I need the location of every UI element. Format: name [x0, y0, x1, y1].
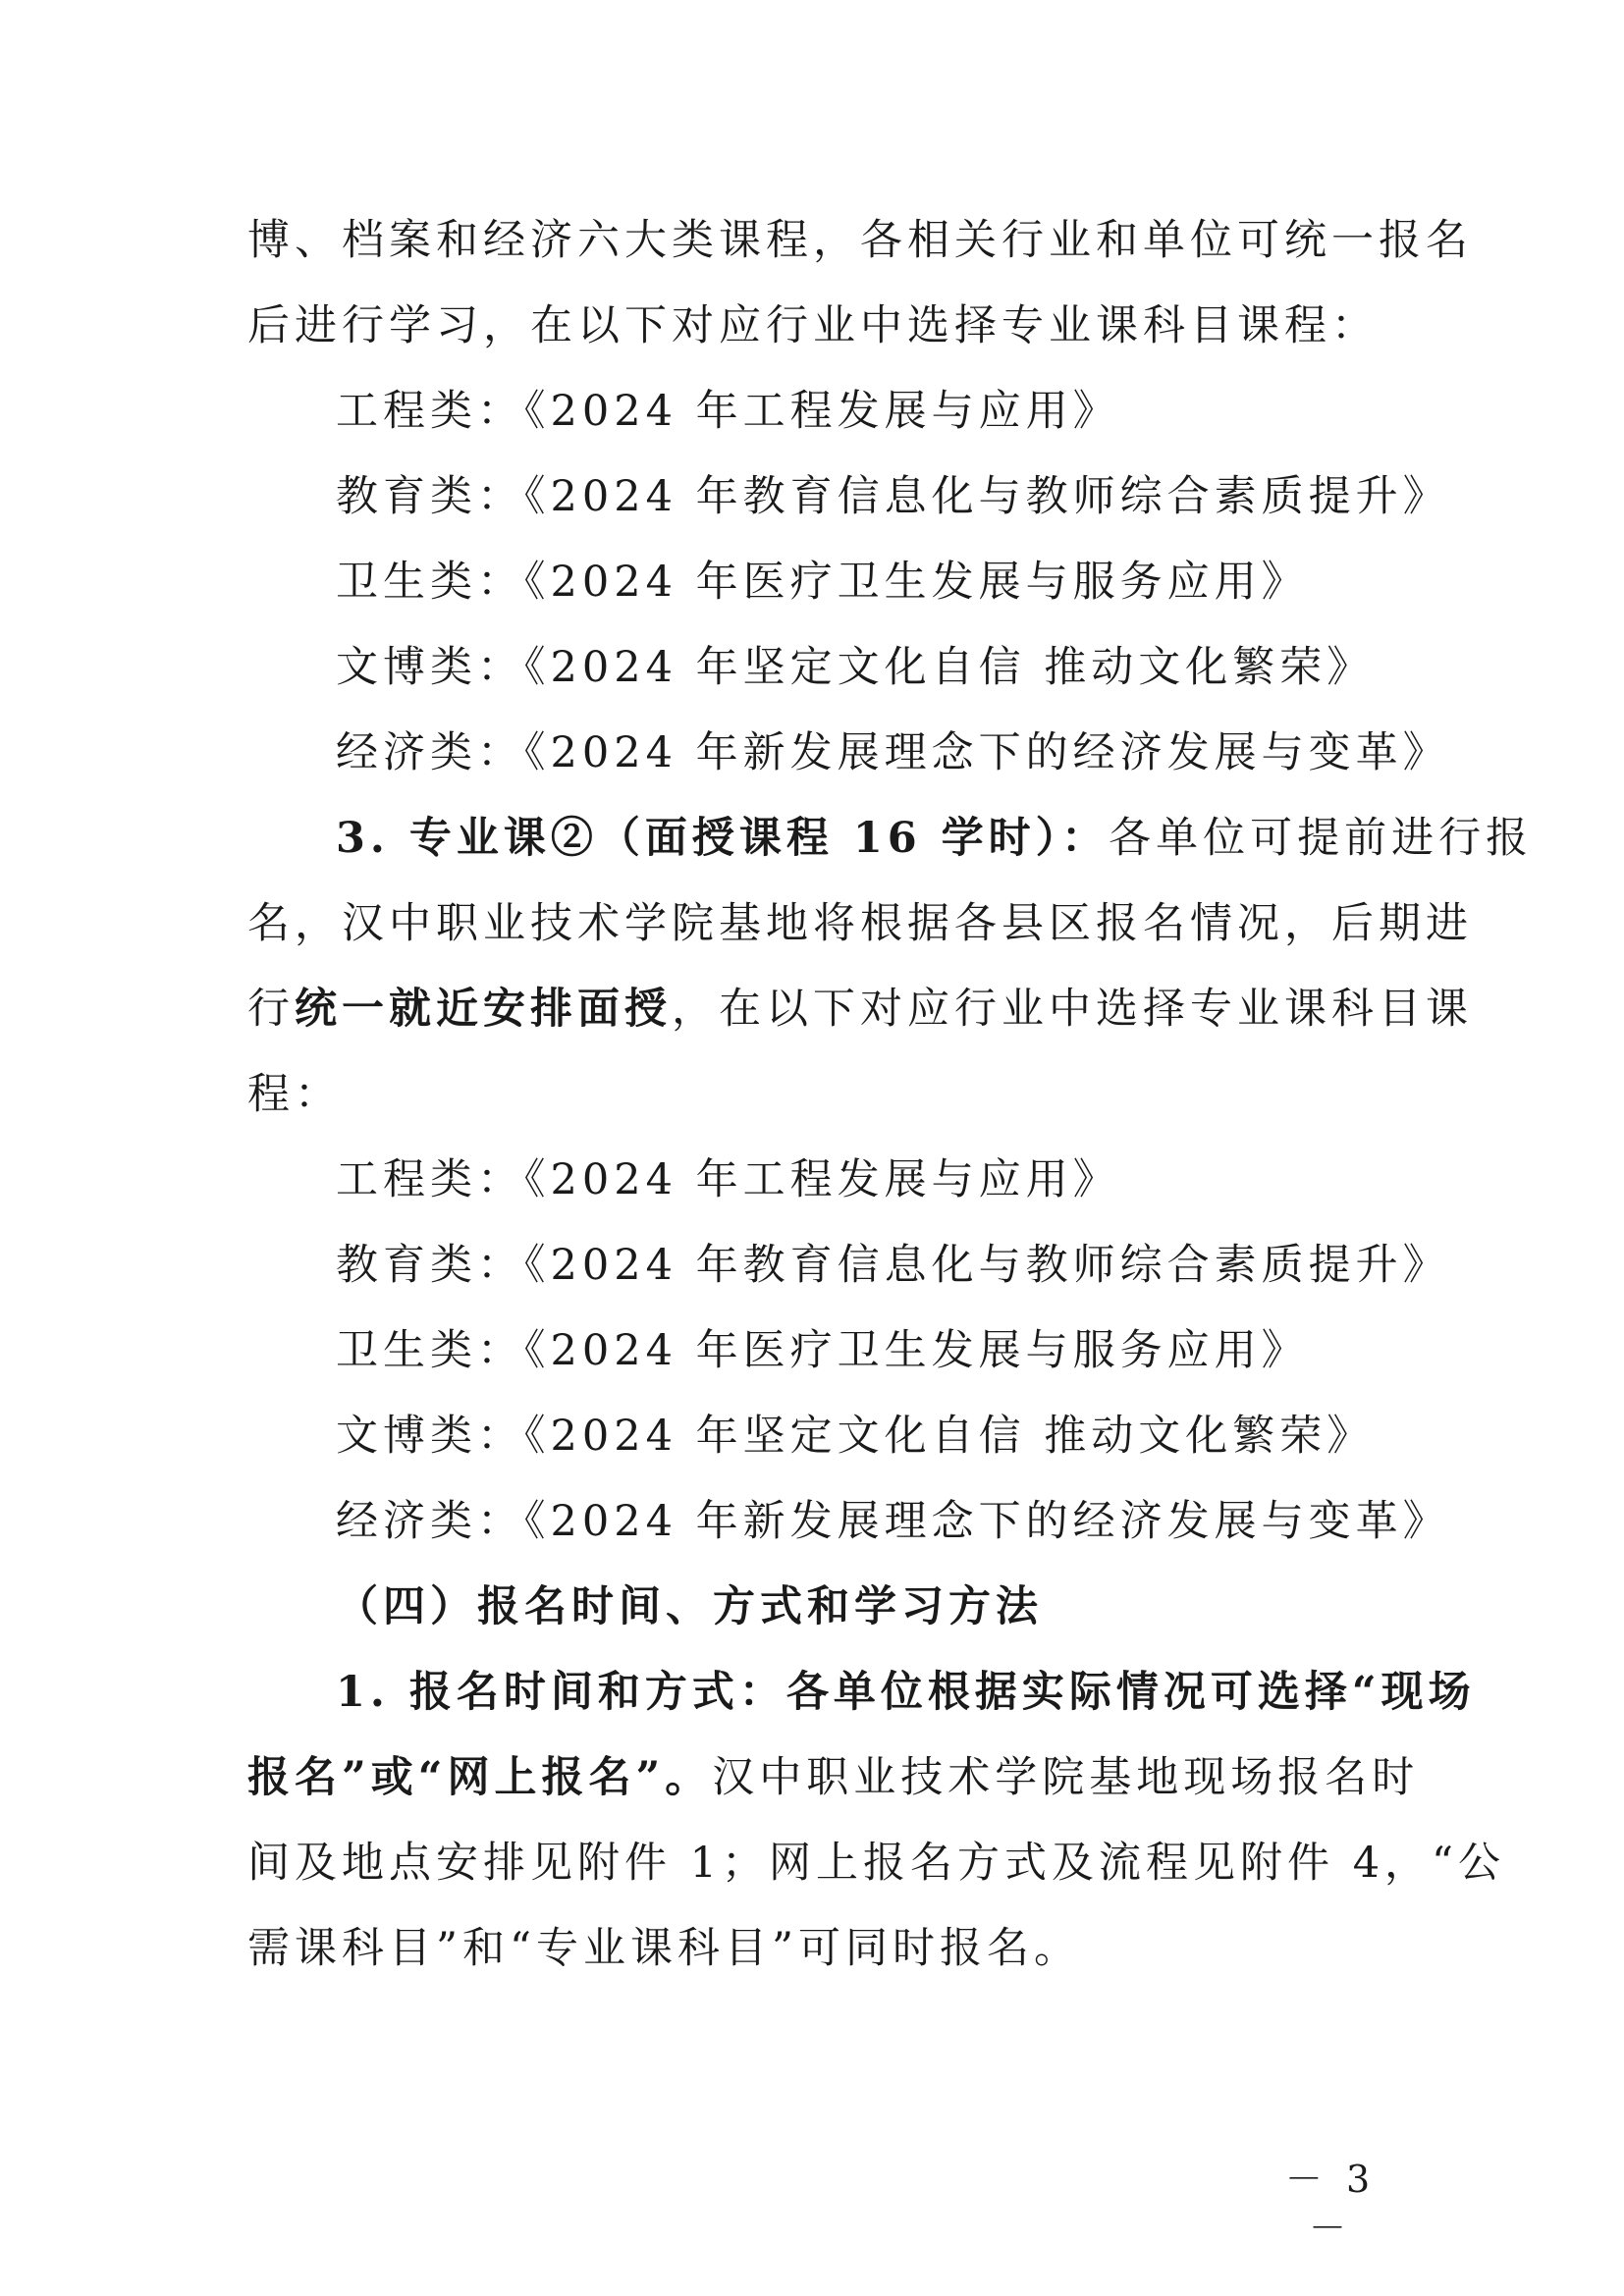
faceto-course-engineering: 工程类：《2024 年工程发展与应用》 — [336, 1155, 1120, 1204]
online-course-economy: 经济类：《2024 年新发展理念下的经济发展与变革》 — [336, 728, 1450, 777]
section4-heading: （四）报名时间、方式和学习方法 — [336, 1582, 1043, 1631]
section3-line-4: 程： — [247, 1070, 342, 1119]
section4-item1-line-2 — [247, 1748, 1420, 1807]
online-course-education: 教育类：《2024 年教育信息化与教师综合素质提升》 — [336, 472, 1450, 521]
section3-line-3-bold: 统一就近安排面授 — [295, 985, 672, 1034]
online-course-engineering: 工程类：《2024 年工程发展与应用》 — [336, 387, 1120, 436]
faceto-course-culture: 文博类：《2024 年坚定文化自信 推动文化繁荣》 — [336, 1412, 1375, 1461]
section3-line-1 — [336, 809, 1534, 868]
page-number: － 3 － — [1284, 2158, 1377, 2250]
intro-line-2: 后进行学习，在以下对应行业中选择专业课科目课程： — [247, 301, 1379, 350]
section4-item1-line-2-rest: 汉中职业技术学院基地现场报名时 — [712, 1753, 1420, 1802]
faceto-course-economy: 经济类：《2024 年新发展理念下的经济发展与变革》 — [336, 1497, 1450, 1546]
intro-line-1: 博、档案和经济六大类课程，各相关行业和单位可统一报名 — [247, 216, 1473, 265]
section3-line-1-rest: 各单位可提前进行报 — [1109, 814, 1534, 863]
section4-item1-line-2-bold: 报名”或“网上报名”。 — [247, 1753, 713, 1802]
section4-item1-line-3: 间及地点安排见附件 1；网上报名方式及流程见附件 4，“公 — [247, 1839, 1506, 1888]
section4-item1-line-1: 1. 报名时间和方式：各单位根据实际情况可选择“现场 — [336, 1668, 1476, 1717]
section3-line-2: 名，汉中职业技术学院基地将根据各县区报名情况，后期进 — [247, 899, 1473, 948]
online-course-culture: 文博类：《2024 年坚定文化自信 推动文化繁荣》 — [336, 643, 1375, 692]
faceto-course-education: 教育类：《2024 年教育信息化与教师综合素质提升》 — [336, 1241, 1450, 1290]
online-course-health: 卫生类：《2024 年医疗卫生发展与服务应用》 — [336, 558, 1309, 607]
section3-line-3-pre: 行 — [247, 985, 295, 1034]
section4-item1-line-4: 需课科目”和“专业课科目”可同时报名。 — [247, 1924, 1081, 1973]
section3-bold-lead: 3. 专业课②（面授课程 16 学时）： — [336, 814, 1110, 863]
section3-line-3-post: ，在以下对应行业中选择专业课科目课 — [672, 985, 1473, 1034]
section3-line-3 — [247, 980, 1473, 1039]
faceto-course-health: 卫生类：《2024 年医疗卫生发展与服务应用》 — [336, 1326, 1309, 1375]
